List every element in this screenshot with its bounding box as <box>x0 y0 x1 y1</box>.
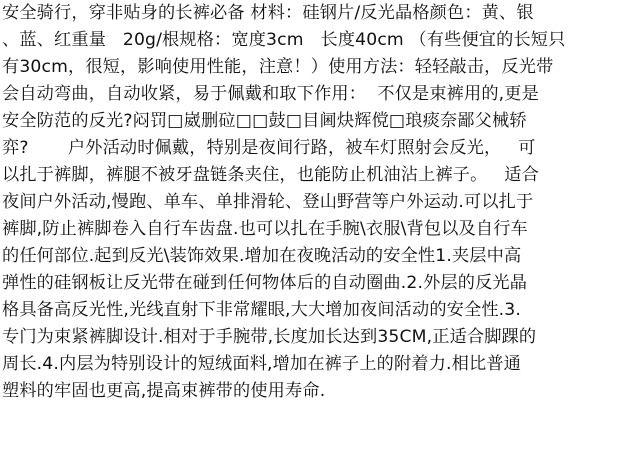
text-line: 弈? 户外活动时佩戴，特别是夜间行路，被车灯照射会反光， 可 <box>2 138 536 158</box>
text-line: 的任何部位.起到反光\装饰效果.增加在夜晚活动的安全性1.夹层中高 <box>2 246 522 266</box>
text-line: 周长.4.内层为特别设计的短绒面料,增加在裤子上的附着力.相比普通 <box>2 354 521 374</box>
text-line: 专门为束紧裤脚设计.相对于手腕带,长度加长达到35CM,正适合脚踝的 <box>2 327 537 347</box>
text-line: 会自动弯曲，自动收紧，易于佩戴和取下作用： 不仅是束裤用的,更是 <box>2 84 539 104</box>
text-line: 弹性的硅钢板让反光带在碰到任何物体后的自动圈曲.2.外层的反光晶 <box>2 273 528 293</box>
text-line: 、蓝、红重量 20g/根规格：宽度3cm 长度40cm （有些便宜的长短只 <box>2 30 566 50</box>
text-line: 以扎于裤脚，裤腿不被牙盘链条夹住，也能防止机油沾上裤子。 适合 <box>2 165 539 185</box>
text-line: 安全骑行，穿非贴身的长裤必备 材料：硅钢片/反光晶格颜色：黄、银 <box>2 3 534 23</box>
text-line: 裤脚,防止裤脚卷入自行车齿盘.也可以扎在手腕\衣服\背包以及自行车 <box>2 219 528 239</box>
text-line: 安全防范的反光?闷罚□崴删砬□□鼓□目阃炔辉傥□琅痰奈鄙父械轿 <box>2 111 527 131</box>
text-line: 格具备高反光性,光线直射下非常耀眼,大大增加夜间活动的安全性.3. <box>2 300 521 320</box>
text-line: 夜间户外活动,慢跑、单车、单排滑轮、登山野营等户外运动.可以扎于 <box>2 192 534 212</box>
text-line: 有30cm，很短，影响使用性能，注意！）使用方法：轻轻敲击，反光带 <box>2 57 554 77</box>
text-line: 塑料的牢固也更高,提高束裤带的使用寿命. <box>2 381 326 401</box>
